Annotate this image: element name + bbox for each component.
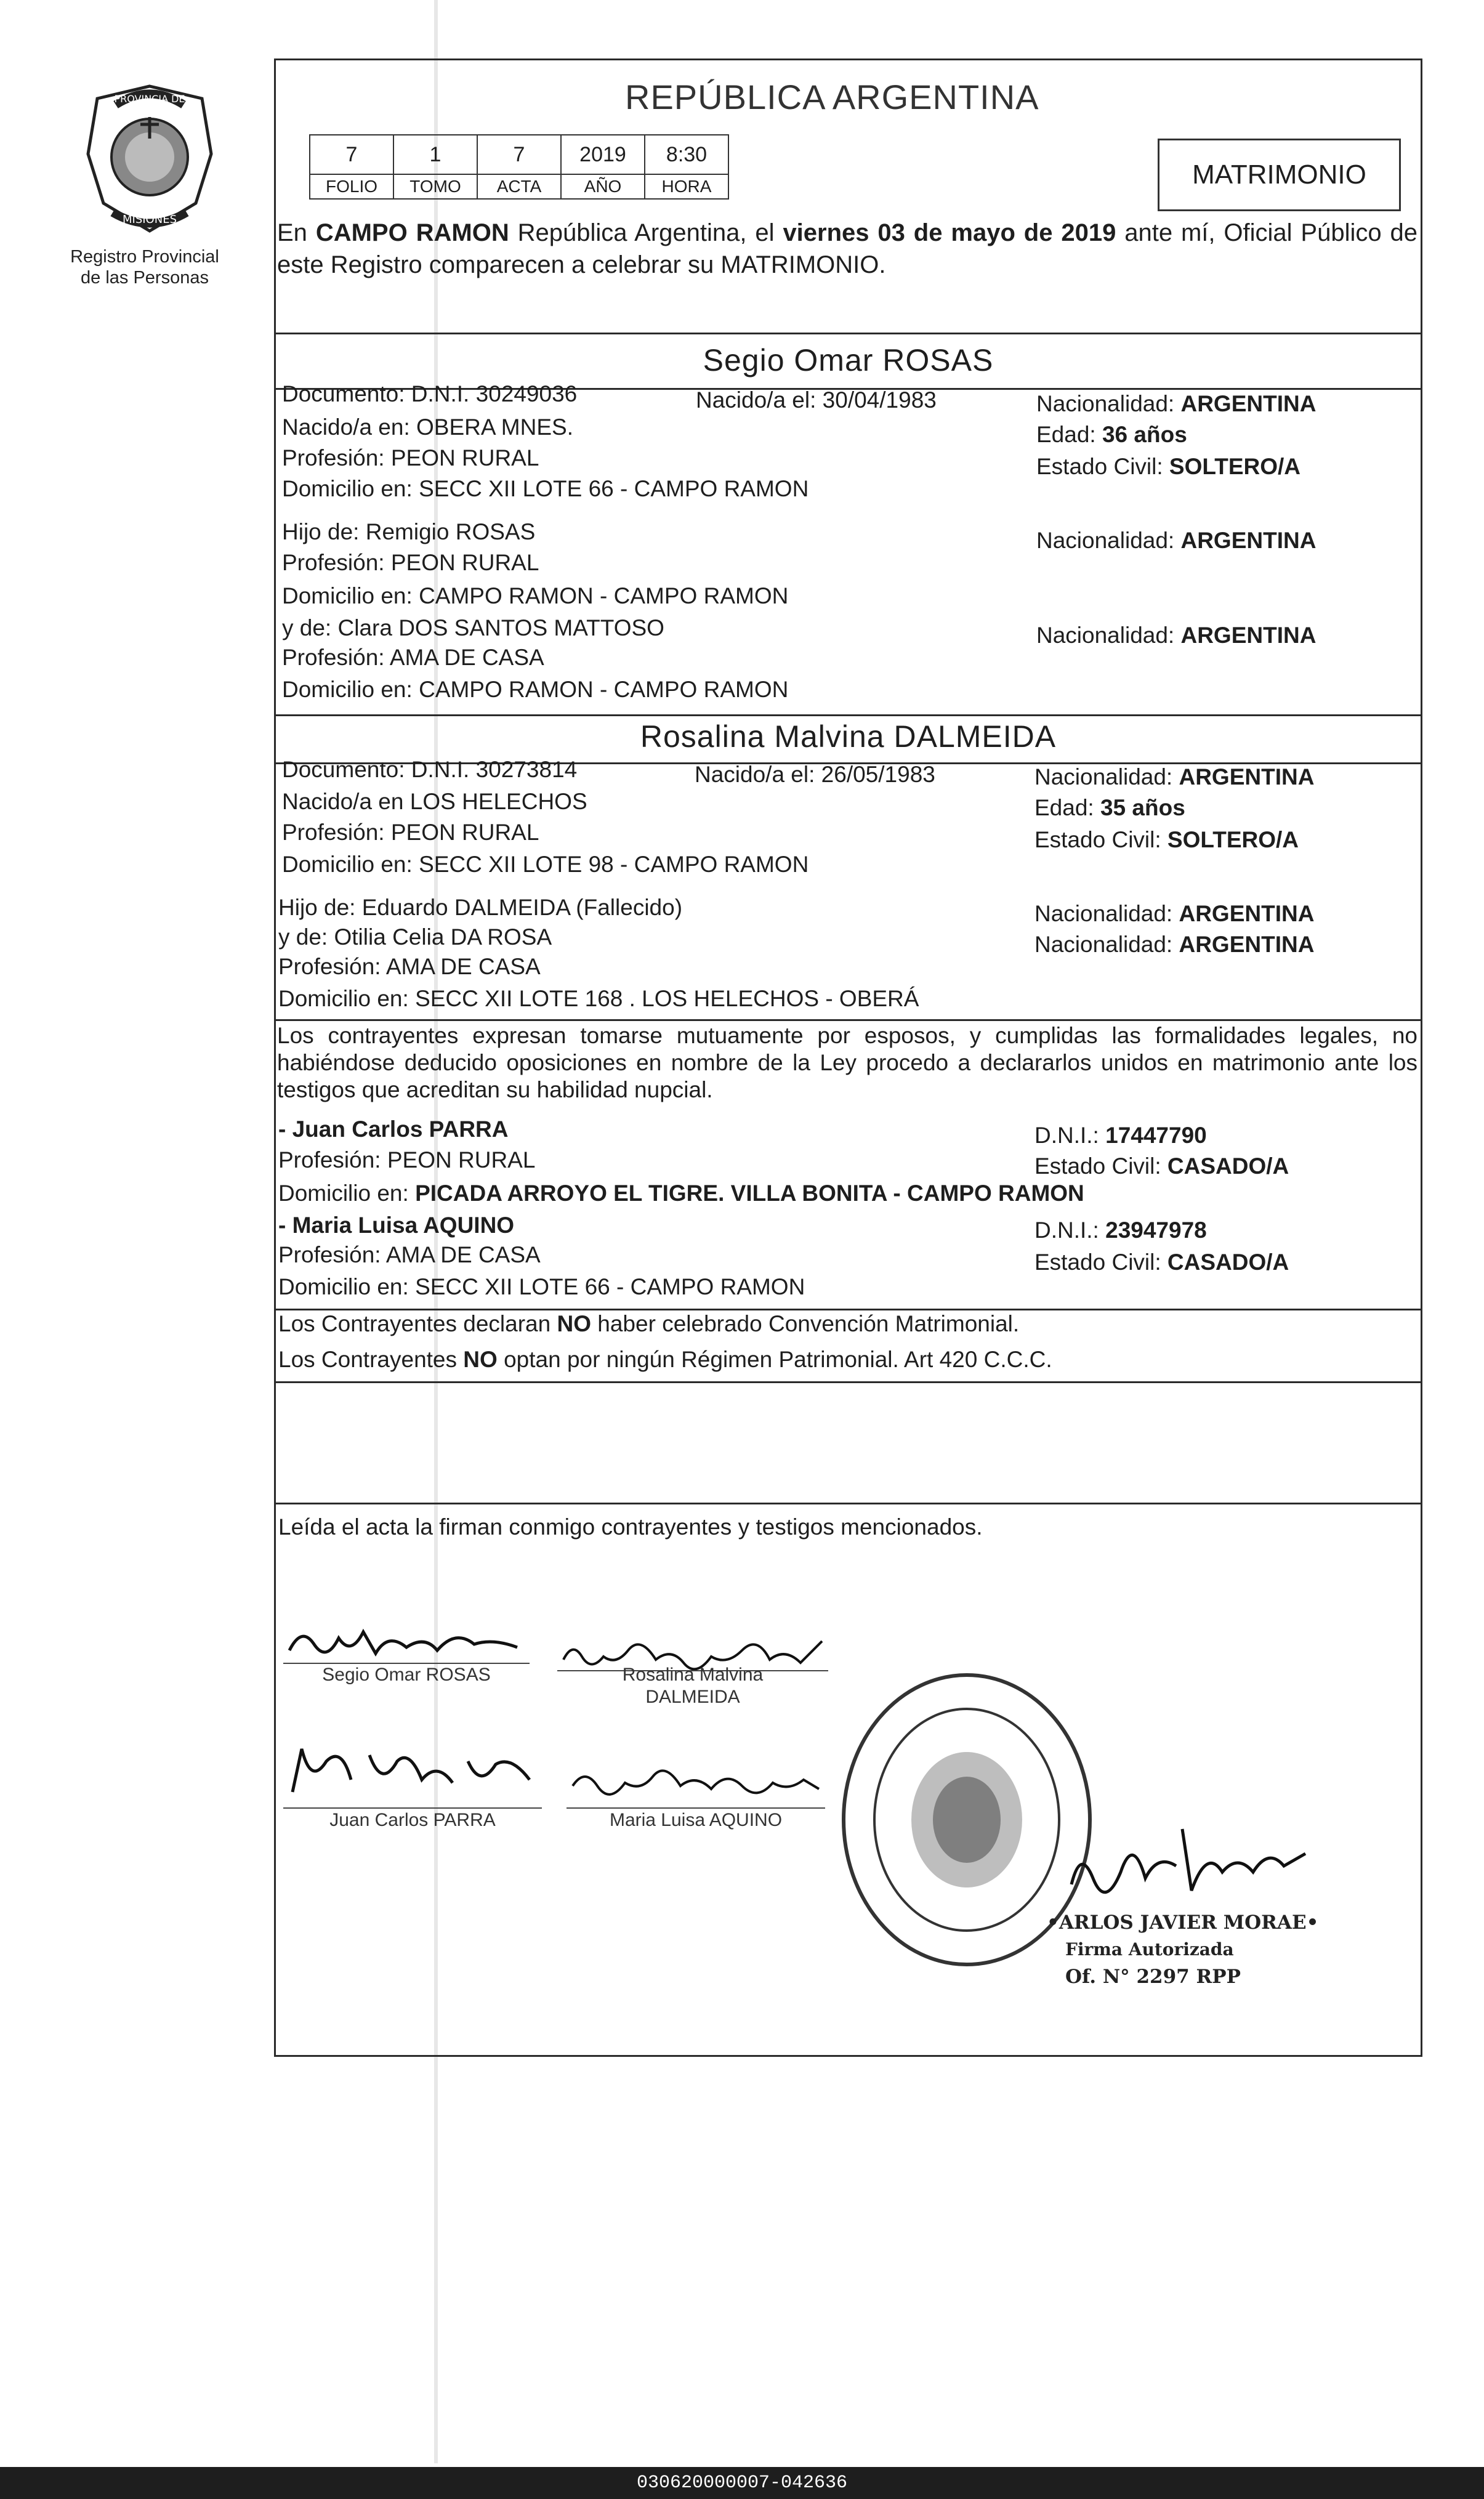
value: D.N.I. 30249036 — [411, 381, 578, 406]
c2-madre — [278, 924, 552, 951]
folio-value: 7 — [310, 135, 393, 174]
value: SECC XII LOTE 98 - CAMPO RAMON — [419, 852, 809, 877]
label: Domicilio en: — [282, 476, 419, 501]
divider — [274, 1381, 1422, 1383]
official-role: Firma Autorizada — [1065, 1939, 1234, 1960]
seal-name-text: MISIONES — [122, 213, 177, 226]
intro-suffix: ante mí, Oficial Público de este Registro comparecen a celebrar su MATRIMONIO. — [277, 219, 1418, 278]
label: Hijo de: — [278, 895, 362, 920]
c2-nacido-el: Nacido/a el: 26/05/1983 — [695, 762, 935, 787]
label: Estado Civil: — [1034, 1153, 1167, 1179]
value: ARGENTINA — [1179, 901, 1315, 926]
value: OBERA MNES. — [416, 414, 573, 440]
value: ARGENTINA — [1180, 528, 1317, 553]
value: CASADO/A — [1167, 1250, 1289, 1275]
intro-mid: República Argentina, el — [509, 219, 783, 246]
c2-edad — [1034, 794, 1185, 822]
text: Los Contrayentes declaran — [278, 1311, 557, 1336]
value: LOS HELECHOS — [409, 789, 587, 814]
label: Documento: — [282, 757, 411, 782]
testigo1-estado — [1034, 1153, 1289, 1180]
signature-line — [283, 1807, 542, 1809]
label: Profesión: — [278, 1147, 387, 1173]
signature-line — [567, 1807, 825, 1809]
label: Documento: — [282, 381, 411, 406]
intro-place: CAMPO RAMON — [315, 219, 509, 246]
c2-nacido-en — [282, 788, 587, 815]
c2-domicilio — [282, 851, 809, 878]
value: SOLTERO/A — [1167, 827, 1299, 852]
label: Profesión: — [282, 445, 391, 470]
text: optan por ningún Régimen Patrimonial. Art 420 C.C.C. — [497, 1347, 1052, 1372]
c2-profesion — [282, 819, 539, 846]
signature-juan-carlos-parra — [283, 1737, 542, 1804]
official-stamp-text — [1047, 1909, 1318, 1990]
value: PICADA ARROYO EL TIGRE. VILLA BONITA - CAMPO RAMON — [415, 1181, 1084, 1206]
label: Nacionalidad: — [1034, 764, 1179, 789]
signature-maria-luisa-aquino — [567, 1755, 825, 1804]
value: CASADO/A — [1167, 1153, 1289, 1179]
c1-madre-profesion — [282, 644, 544, 671]
label: Nacionalidad: — [1036, 391, 1181, 416]
c2-estado-civil — [1034, 826, 1299, 854]
label: Edad: — [1036, 422, 1102, 447]
label: Estado Civil: — [1034, 827, 1167, 852]
value: SECC XII LOTE 66 - CAMPO RAMON — [415, 1274, 805, 1299]
value: CAMPO RAMON - CAMPO RAMON — [419, 583, 789, 608]
tomo-label: TOMO — [393, 174, 477, 199]
value: CAMPO RAMON - CAMPO RAMON — [419, 677, 789, 702]
contrayente2-name: Rosalina Malvina DALMEIDA — [640, 719, 1057, 754]
registry-caption: Registro Provincial de las Personas — [70, 247, 219, 288]
label: Estado Civil: — [1036, 454, 1169, 479]
text-bold: NO — [463, 1347, 498, 1372]
contrayente1-name: Segio Omar ROSAS — [703, 343, 994, 377]
official-name: •ARLOS JAVIER MORAE• — [1047, 1912, 1319, 1934]
label: Domicilio en: — [278, 986, 416, 1011]
label: Profesión: — [278, 954, 386, 979]
value: D.N.I. 30273814 — [411, 757, 578, 782]
acta-label: ACTA — [477, 174, 561, 199]
value: 36 años — [1102, 422, 1187, 447]
signature-label-4: Maria Luisa AQUINO — [609, 1810, 783, 1830]
c1-documento — [282, 381, 577, 408]
value: Clara DOS SANTOS MATTOSO — [337, 615, 664, 640]
c1-nacionalidad — [1036, 390, 1316, 418]
signature-segio-omar-rosas — [283, 1613, 530, 1669]
label: Domicilio en: — [282, 583, 419, 608]
document-code-footer: 030620000007-042636 — [0, 2467, 1484, 2499]
signature-label-1: Segio Omar ROSAS — [322, 1665, 491, 1685]
c2-padre — [278, 894, 682, 921]
c1-padre-domicilio — [282, 583, 788, 610]
label: Nacionalidad: — [1036, 528, 1181, 553]
value: Eduardo DALMEIDA (Fallecido) — [361, 895, 683, 920]
seal-province-text: PROVINCIA DE — [114, 93, 185, 105]
provincia-misiones-seal — [79, 80, 220, 240]
c1-estado-civil — [1036, 453, 1301, 480]
c1-nacido-en — [282, 414, 573, 441]
label: Profesión: — [278, 1242, 386, 1267]
value: 35 años — [1100, 795, 1185, 820]
divider — [274, 714, 1422, 716]
signature-label-2 — [557, 1664, 828, 1708]
label-line: DALMEIDA — [645, 1687, 740, 1707]
label: D.N.I.: — [1034, 1123, 1106, 1148]
label: Domicilio en: — [278, 1181, 416, 1206]
closing-text: Leída el acta la firman conmigo contrayentes y testigos mencionados. — [278, 1514, 983, 1540]
folio-label: FOLIO — [310, 174, 393, 199]
testigo2-estado — [1034, 1249, 1289, 1276]
value: ARGENTINA — [1180, 391, 1317, 416]
intro-paragraph — [277, 217, 1417, 281]
value: 17447790 — [1105, 1123, 1207, 1148]
label: Domicilio en: — [282, 852, 419, 877]
c2-padre-nacionalidad — [1034, 900, 1314, 927]
label: Profesión: — [282, 820, 391, 845]
c1-madre-nacionalidad — [1036, 622, 1316, 649]
c2-madre-profesion — [278, 953, 541, 980]
label: Nacionalidad: — [1036, 623, 1181, 648]
value: PEON RURAL — [390, 445, 539, 470]
c1-madre-domicilio — [282, 676, 788, 703]
divider — [274, 1019, 1422, 1021]
label: Profesión: — [282, 550, 391, 575]
value: PEON RURAL — [387, 1147, 536, 1173]
anio-label: AÑO — [561, 174, 645, 199]
divider — [274, 1503, 1422, 1504]
label: Profesión: — [282, 645, 390, 670]
official-number: Of. N° 2297 RPP — [1065, 1966, 1241, 1988]
value: AMA DE CASA — [385, 954, 541, 979]
label: Edad: — [1034, 795, 1100, 820]
label: Nacionalidad: — [1034, 932, 1179, 957]
document-type-box — [1158, 139, 1401, 211]
label: Nacido/a en — [282, 789, 410, 814]
testigo2-profesion — [278, 1241, 541, 1269]
value: AMA DE CASA — [385, 1242, 541, 1267]
testigo1-domicilio — [278, 1180, 1084, 1207]
convencion-line2 — [278, 1346, 1052, 1373]
label: Nacionalidad: — [1034, 901, 1179, 926]
c1-nacido-el: Nacido/a el: 30/04/1983 — [696, 387, 937, 413]
convencion-line1 — [278, 1310, 1019, 1338]
value: SOLTERO/A — [1169, 454, 1301, 479]
testigo1-name: - Juan Carlos PARRA — [278, 1116, 509, 1142]
registry-table — [309, 134, 729, 200]
text: Los Contrayentes — [278, 1347, 464, 1372]
testigo1-dni — [1034, 1122, 1207, 1149]
label: Hijo de: — [282, 519, 366, 544]
c1-profesion — [282, 445, 539, 472]
c1-madre — [282, 615, 664, 642]
c1-padre-profesion — [282, 549, 539, 576]
label-line: Rosalina Malvina — [622, 1665, 764, 1685]
intro-date: viernes 03 de mayo de 2019 — [783, 219, 1116, 246]
value: ARGENTINA — [1179, 932, 1315, 957]
c1-padre-nacionalidad — [1036, 527, 1316, 554]
anio-value: 2019 — [561, 135, 645, 174]
value: PEON RURAL — [390, 550, 539, 575]
document-type: MATRIMONIO — [1192, 159, 1366, 190]
c1-edad — [1036, 421, 1187, 448]
value: AMA DE CASA — [389, 645, 544, 670]
intro-prefix: En — [277, 219, 316, 246]
c1-domicilio — [282, 475, 809, 503]
value: ARGENTINA — [1179, 764, 1315, 789]
c2-nacionalidad — [1034, 764, 1314, 791]
signature-label-3: Juan Carlos PARRA — [329, 1810, 496, 1830]
acta-value: 7 — [477, 135, 561, 174]
label: Estado Civil: — [1034, 1250, 1167, 1275]
divider — [274, 333, 1422, 334]
value: Remigio ROSAS — [365, 519, 536, 544]
hora-label: HORA — [645, 174, 728, 199]
value: 23947978 — [1105, 1217, 1207, 1243]
label: Domicilio en: — [278, 1274, 416, 1299]
value: ARGENTINA — [1180, 623, 1317, 648]
text: haber celebrado Convención Matrimonial. — [591, 1311, 1020, 1336]
testigo1-profesion — [278, 1147, 535, 1174]
testigo2-name: - Maria Luisa AQUINO — [278, 1213, 515, 1238]
value: PEON RURAL — [390, 820, 539, 845]
testigo2-domicilio — [278, 1274, 805, 1301]
declaration-paragraph: Los contrayentes expresan tomarse mutuamente por esposos, y cumplidas las formalidades legales, no habiéndose deducido oposiciones en nombre de la Ley procedo a declararlos unidos en matrimonio ante los testigos que acreditan su habilidad nupcial. — [277, 1023, 1417, 1102]
value: Otilia Celia DA ROSA — [334, 924, 552, 950]
tomo-value: 1 — [393, 135, 477, 174]
label: Domicilio en: — [282, 677, 419, 702]
c2-madre-domicilio — [278, 985, 919, 1012]
text-bold: NO — [557, 1311, 591, 1336]
page-title: REPÚBLICA ARGENTINA — [625, 78, 1039, 116]
c1-padre — [282, 519, 535, 546]
label: D.N.I.: — [1034, 1217, 1106, 1243]
label: y de: — [282, 615, 338, 640]
signature-official — [1059, 1811, 1318, 1909]
c2-madre-nacionalidad — [1034, 931, 1314, 958]
hora-value: 8:30 — [645, 135, 728, 174]
testigo2-dni — [1034, 1217, 1207, 1244]
value: SECC XII LOTE 66 - CAMPO RAMON — [419, 476, 809, 501]
label: Nacido/a en: — [282, 414, 417, 440]
label: y de: — [278, 924, 334, 950]
c2-documento — [282, 756, 577, 783]
value: SECC XII LOTE 168 . LOS HELECHOS - OBERÁ — [415, 986, 919, 1011]
